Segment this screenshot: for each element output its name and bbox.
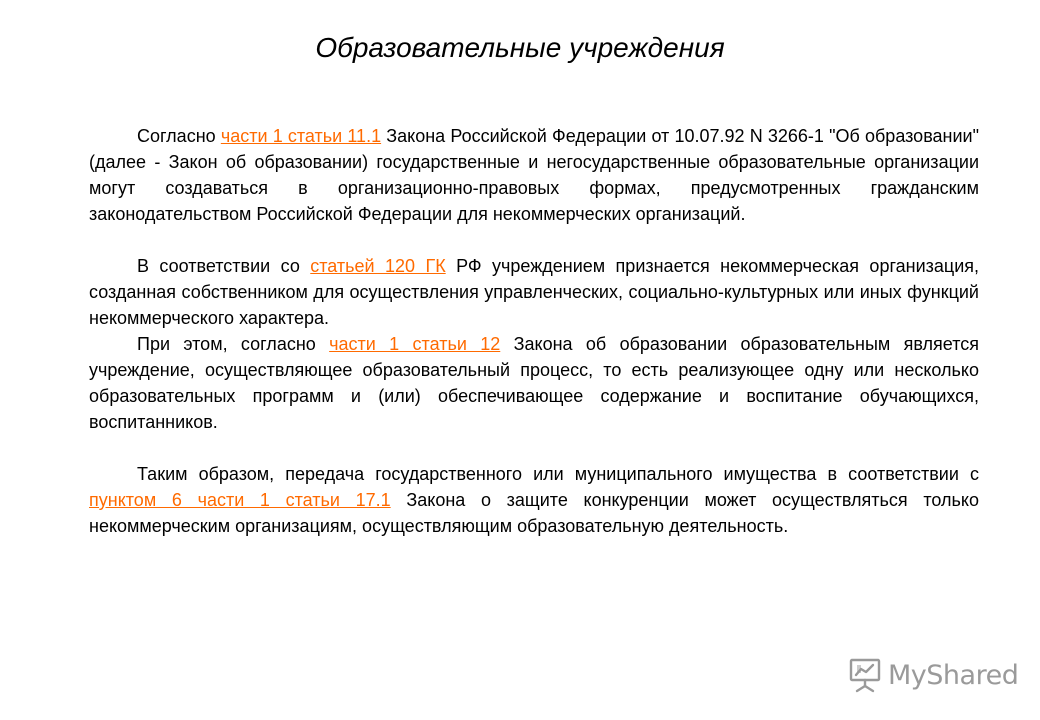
paragraph-spacer [89, 227, 979, 253]
paragraph-3-text-before: При этом, согласно [137, 334, 330, 354]
presentation-board-icon [848, 657, 882, 693]
paragraph-4 [89, 461, 979, 539]
paragraph-3-text-after: Закона об образовании образовательным является учреждение, осуществляющее образовательный процесс, то есть реализующее одну или несколько образовательных программ и (или) обеспечивающее содержание и воспитание обучающихся, воспитанников. [89, 334, 980, 432]
paragraph-spacer [89, 435, 979, 461]
paragraph-1-text-before: Согласно [137, 126, 221, 146]
link-item-6-part-1-article-17-1[interactable]: пунктом 6 части 1 статьи 17.1 [89, 490, 391, 510]
paragraph-4-text-before: Таким образом, передача государственного или муниципального имущества в соответствии с [137, 464, 979, 484]
paragraph-1 [89, 123, 979, 227]
page-title: Образовательные учреждения [315, 32, 725, 63]
document-body [89, 123, 979, 539]
paragraph-2-text-before: В соответствии со [137, 256, 311, 276]
logo-text: MyShared [888, 659, 1019, 691]
paragraph-4-text-after: Закона о защите конкуренции может осуществляться только некоммерческим организациям, осуществляющим образовательную деятельность. [89, 490, 979, 536]
myshared-logo[interactable] [848, 655, 1018, 695]
paragraph-2-text-after: РФ учреждением признается некоммерческая организация, созданная собственником для осуществления управленческих, социально-культурных или иных функций некоммерческого характера. [89, 256, 980, 328]
link-article-120-gk[interactable]: статьей 120 ГК [310, 256, 446, 276]
paragraph-1-text-after: Закона Российской Федерации от 10.07.92 N 3266-1 "Об образовании" (далее - Закон об образовании) государственные и негосударственные образовательные организации могут создаваться в организационно-правовых формах, предусмотренных гражданским законодательством Российской Федерации для некоммерческих организаций. [89, 126, 979, 224]
link-part-1-article-11-1[interactable]: части 1 статьи 11.1 [220, 126, 382, 146]
paragraph-3 [89, 331, 979, 435]
paragraph-2 [89, 253, 979, 331]
link-part-1-article-12[interactable]: части 1 статьи 12 [329, 334, 501, 354]
